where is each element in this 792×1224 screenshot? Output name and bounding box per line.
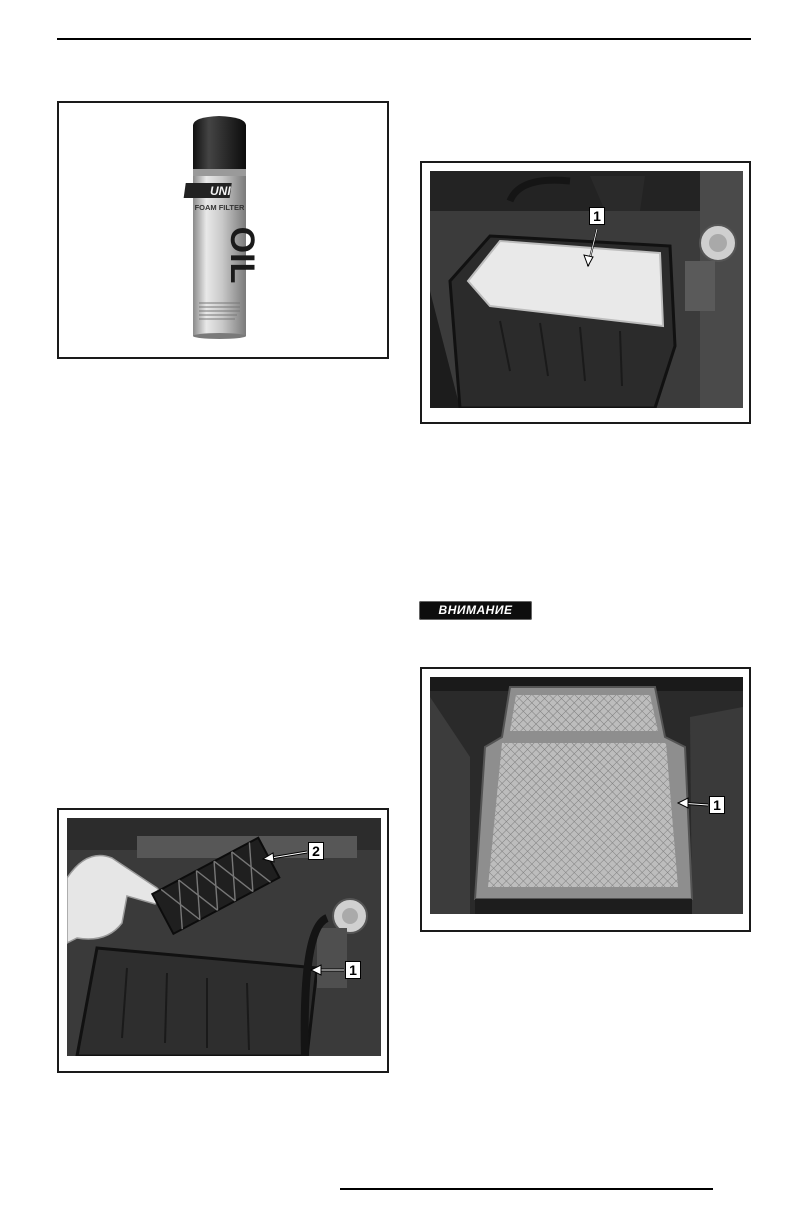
figure-remove-filter-grid <box>57 808 389 1073</box>
callout-1: 1 <box>709 796 725 814</box>
warning-label: ВНИМАНИЕ <box>419 601 532 620</box>
airbox-foam-photo <box>430 171 743 408</box>
can-line1-text: FOAM FILTER <box>194 203 245 212</box>
figure-filter-oil-can <box>57 101 389 359</box>
figure-airbox-foam-filter <box>420 161 751 424</box>
figure-paper-filter <box>420 667 751 932</box>
callout-1: 1 <box>345 961 361 979</box>
remove-grid-photo <box>67 818 381 1056</box>
can-line2-text: OIL <box>223 226 261 284</box>
filter-oil-can-illustration <box>59 103 387 357</box>
paper-filter-photo <box>430 677 743 914</box>
callout-2: 2 <box>308 842 324 860</box>
footer-rule <box>340 1188 713 1190</box>
can-brand-text: UNI <box>210 184 231 198</box>
header-rule <box>57 38 751 40</box>
callout-1: 1 <box>589 207 605 225</box>
